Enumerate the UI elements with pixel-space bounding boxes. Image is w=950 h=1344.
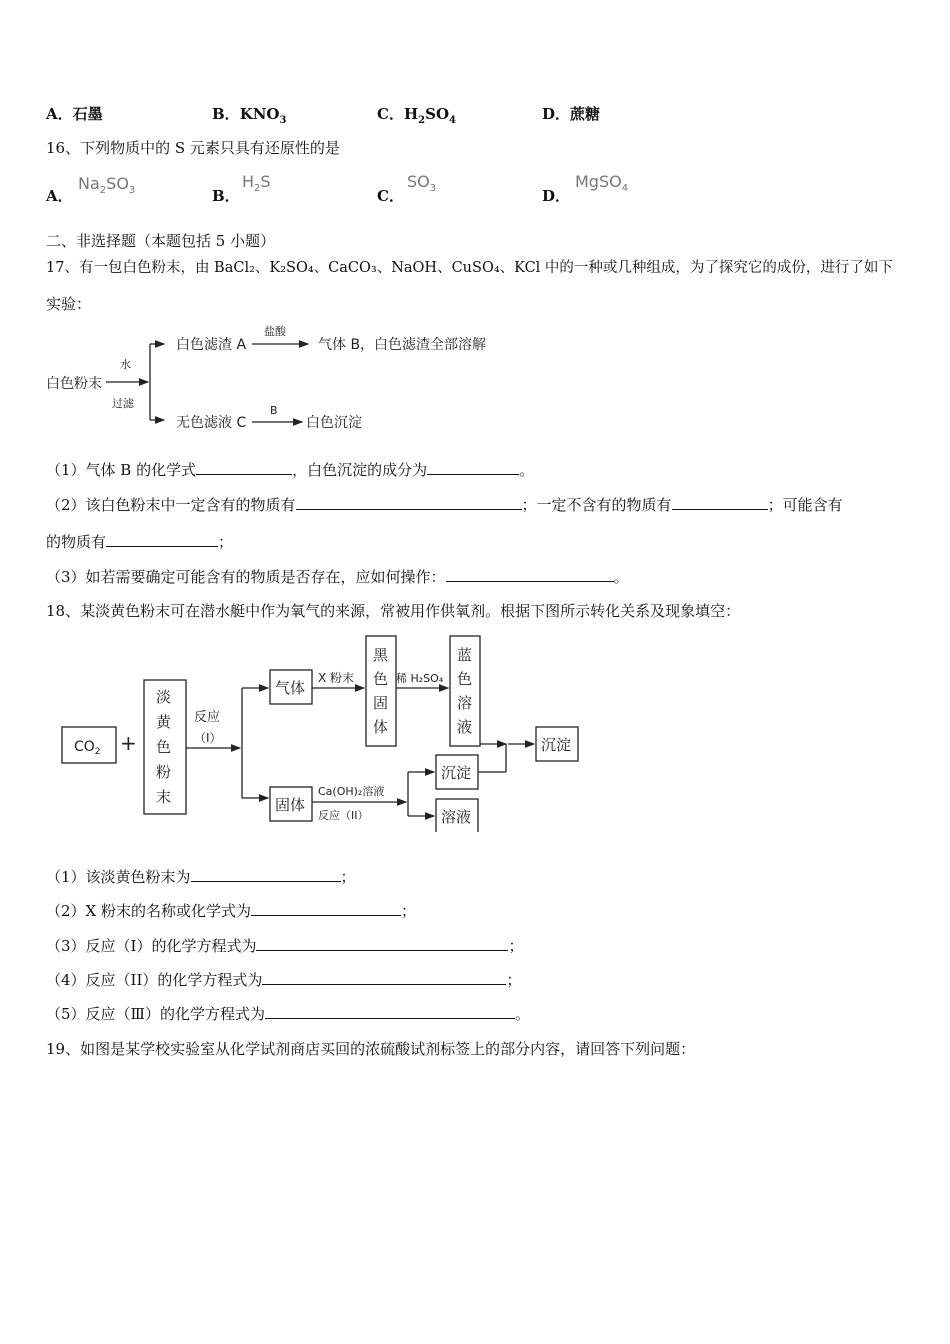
q18-dilute-acid: 稀 H₂SO₄ [396,672,444,685]
q18-blue-2: 色 [457,670,473,688]
q17-part1-end: 。 [519,461,535,479]
q15-option-b-label: B． [212,105,240,123]
q17-part2-line2 [46,531,233,552]
q18-part2-text: （2）X 粉末的名称或化学式为 [46,902,251,920]
q18-powder-2: 黄 [156,713,172,731]
q18-part4 [46,969,521,990]
q18-precipitate-final: 沉淀 [541,736,572,754]
q17-part1-text-a: （1）气体 B 的化学式 [46,461,197,479]
q17-part1 [46,459,534,480]
q18-part2-end: ； [401,902,417,920]
q18-reaction1: 反应 [194,710,221,725]
q18-answer-blank-5[interactable] [265,1004,515,1019]
q17-part3-end: 。 [613,568,629,586]
q18-answer-blank-3[interactable] [256,936,508,951]
q17-part2-end: ； [218,533,234,551]
q18-x-powder: X 粉末 [318,671,355,685]
q18-precipitate: 沉淀 [441,764,472,782]
q18-black-3: 固 [373,694,389,712]
q18-part1-end: ； [340,868,356,886]
q18-flow-diagram [56,632,596,832]
q15-option-b-formula: KNO [239,105,280,123]
q18-black-4: 体 [373,718,389,736]
q18-answer-blank-1[interactable] [191,867,341,882]
q17-flow-diagram [40,322,510,437]
q18-stem: 18、某淡黄色粉末可在潜水艇中作为氧气的来源，常被用作供氧剂。根据下图所示转化关系及现象填空： [46,602,741,620]
q17-part2 [46,494,843,515]
q17-answer-blank-3[interactable] [296,495,522,510]
q16-option-b-formula: $H_2S$ [242,172,271,195]
section-title: 二、非选择题（本题包括 5 小题） [46,232,276,250]
q18-part4-text: （4）反应（II）的化学方程式为 [46,971,263,989]
q18-blue-4: 液 [457,718,473,736]
q18-part3-text: （3）反应（I）的化学方程式为 [46,937,257,955]
q15-option-c-sub4: 4 [449,115,456,126]
q17-filtrate-c: 无色滤液 C [176,415,247,431]
q18-part3-end: ； [508,937,524,955]
q18-powder-1: 淡 [156,688,172,706]
q17-answer-blank-1[interactable] [196,460,292,475]
q18-part2 [46,900,416,921]
q16-option-d-label: D． [542,187,571,205]
q16-option-b-label: B． [212,187,240,205]
q17-start: 白色粉末 [46,376,102,392]
q18-answer-blank-2[interactable] [251,901,401,916]
q15-option-b-sub: 3 [279,115,287,126]
q16-option-a-formula: $Na_2SO_3$ [78,174,136,197]
q18-powder-4: 粉 [156,763,172,781]
q15-option-c-h: H [403,105,419,123]
q16-option-c-label: C． [377,187,404,205]
q17-residue-a: 白色滤渣 A [176,337,247,353]
q18-co2: $CO_2$ [74,739,101,757]
q17-part3 [46,566,629,587]
q18-reaction1-num: （I） [194,731,222,745]
q17-answer-blank-2[interactable] [427,460,519,475]
q18-powder-5: 末 [156,788,172,806]
q15-option-a: A．石墨 [46,105,103,123]
q18-blue-1: 蓝 [457,646,473,664]
q17-part2-text-d: 的物质有 [46,533,107,551]
q18-powder-3: 色 [156,738,172,756]
q17-part2-text-b: ；一定不含有的物质有 [521,496,672,514]
q17-stem-line2: 实验： [46,295,92,313]
q17-filter: 过滤 [112,397,134,410]
q15-option-d: D．蔗糖 [542,105,601,123]
q18-part4-end: ； [506,971,522,989]
q18-part1-text: （1）该淡黄色粉末为 [46,868,191,886]
q15-option-b [212,103,286,126]
q18-solution: 溶液 [441,808,472,826]
q18-solid: 固体 [275,796,306,814]
q17-part1-text-b: ，白色沉淀的成分为 [292,461,428,479]
q17-water: 水 [120,358,131,371]
q18-plus: + [120,731,137,755]
q18-part5-end: 。 [515,1005,531,1023]
q17-part3-text: （3）如若需要确定可能含有的物质是否存在，应如何操作： [46,568,446,586]
q18-black-1: 黑 [373,646,389,664]
q15-option-c-label: C． [377,105,404,123]
q17-stem-line1: 17、有一包白色粉末，由 BaCl₂、K₂SO₄、CaCO₃、NaOH、CuSO₄、KCl 中的一种或几种组成，为了探究它的成份，进行了如下 [46,260,893,276]
q15-option-c-so: SO [425,105,450,123]
q18-black-2: 色 [373,670,389,688]
q18-part5-text: （5）反应（Ⅲ）的化学方程式为 [46,1005,266,1023]
q17-answer-blank-6[interactable] [446,567,614,582]
q17-part2-text-c: ；可能含有 [767,496,843,514]
q18-part1 [46,866,356,887]
q18-part5 [46,1003,530,1024]
q18-blue-3: 溶 [457,694,473,712]
q19-stem: 19、如图是某学校实验室从化学试剂商店买回的浓硫酸试剂标签上的部分内容，请回答下列问题： [46,1040,696,1058]
q16-option-c-formula: $SO_3$ [407,172,437,195]
q15-option-c-sub2: 2 [418,115,426,126]
q18-answer-blank-4[interactable] [262,970,506,985]
q17-answer-blank-4[interactable] [672,495,768,510]
q17-answer-blank-5[interactable] [106,532,218,547]
q18-reaction2: 反应（II） [318,809,369,822]
q18-gas: 气体 [275,679,306,697]
q16-option-a-label: A． [46,187,73,205]
q17-result-ppt: 白色沉淀 [306,415,362,431]
q16-stem: 16、下列物质中的 S 元素只具有还原性的是 [46,139,340,157]
q16-option-d-formula: MgSO$_4$ [575,172,629,195]
q15-option-c [377,103,456,126]
q17-reagent-b: B [270,404,278,417]
q18-caoh2: Ca(OH)₂溶液 [318,785,385,798]
q17-part2-text-a: （2）该白色粉末中一定含有的物质有 [46,496,296,514]
q17-acid: 盐酸 [264,325,286,338]
q18-part3 [46,935,524,956]
q17-result-b: 气体 B，白色滤渣全部溶解 [318,337,487,353]
